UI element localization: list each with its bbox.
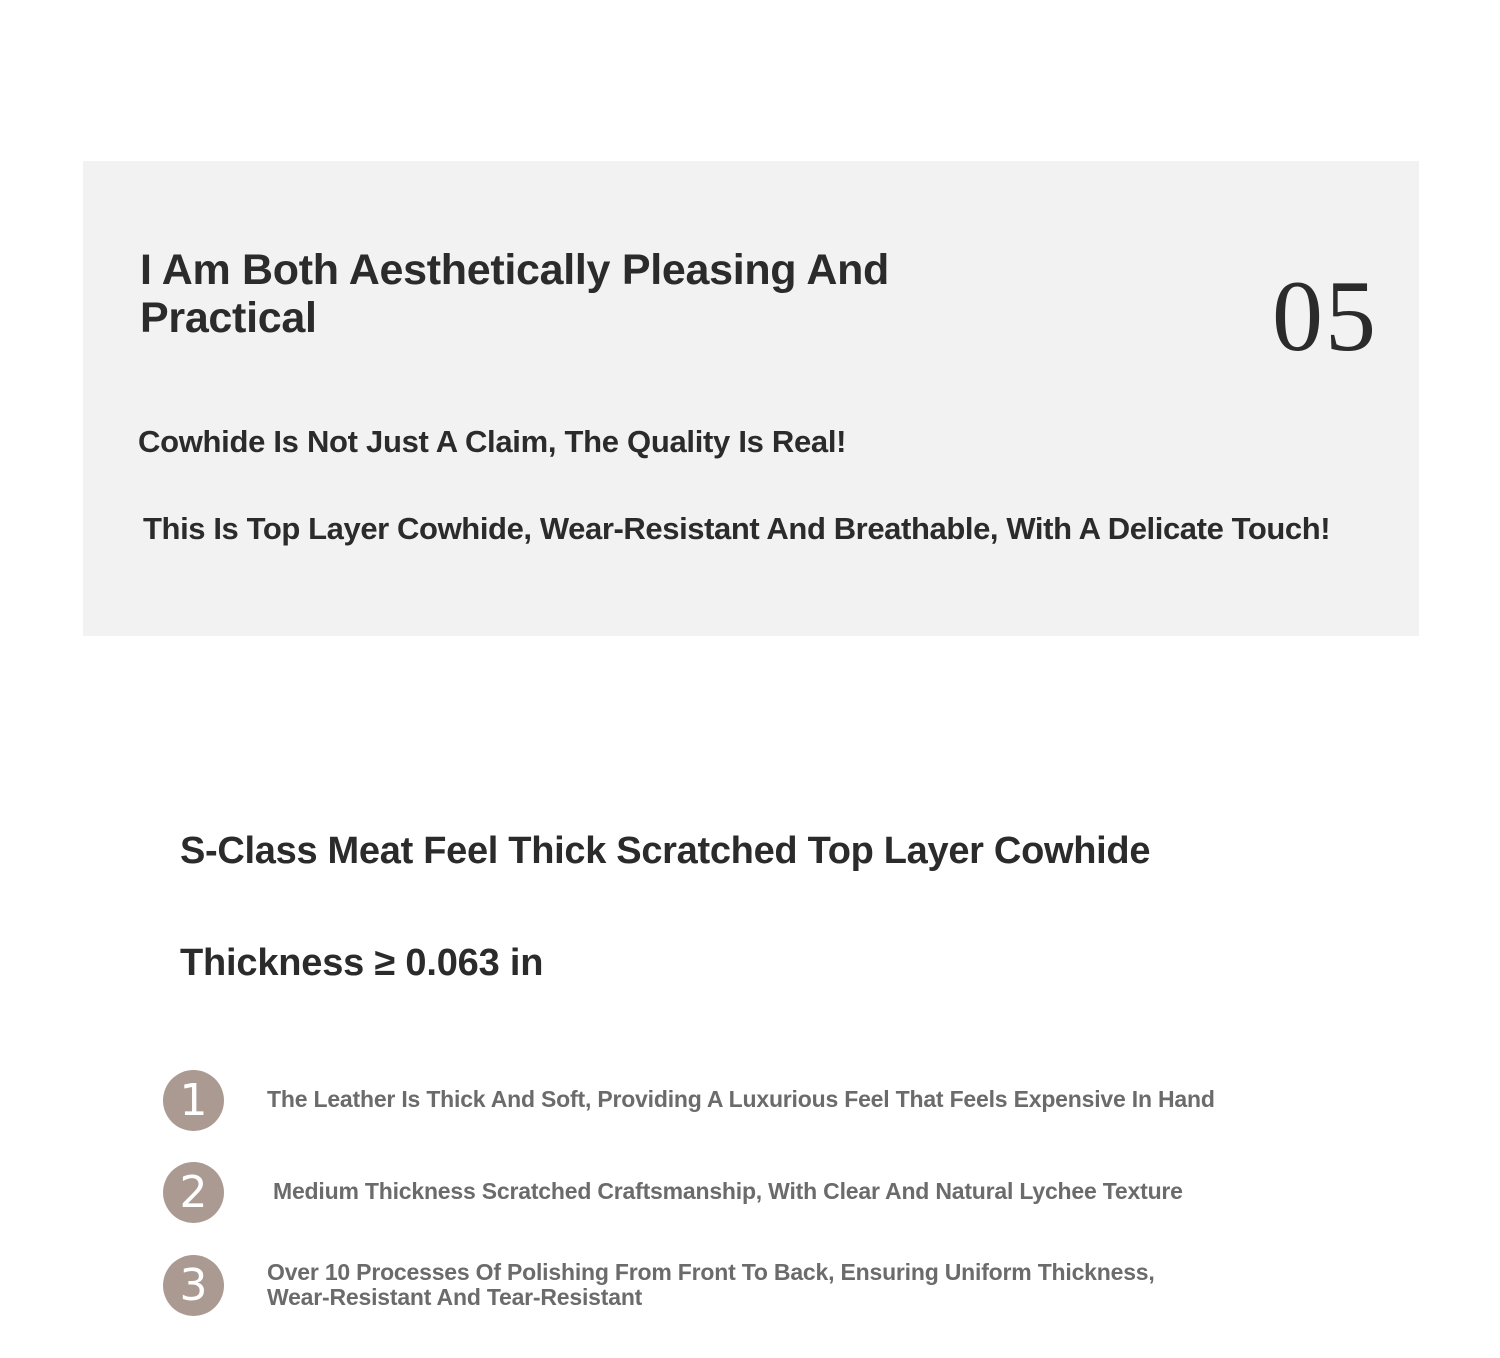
panel-description: This Is Top Layer Cowhide, Wear-Resistant And Breathable, With A Delicate Touch! [143, 511, 1331, 546]
section-number: 05 [1272, 260, 1378, 373]
thickness-spec: Thickness ≥ 0.063 in [180, 942, 544, 984]
panel-title: I Am Both Aesthetically Pleasing And Practical [140, 246, 890, 342]
leather-spec-title: S-Class Meat Feel Thick Scratched Top Layer Cowhide [180, 830, 1151, 872]
number-badge: 3 [163, 1255, 224, 1316]
intro-panel [83, 161, 1419, 636]
feature-item [163, 1070, 1363, 1132]
panel-subtitle: Cowhide Is Not Just A Claim, The Quality Is Real! [138, 424, 847, 459]
number-badge: 1 [163, 1070, 224, 1131]
feature-item [163, 1255, 1363, 1317]
feature-item [163, 1162, 1363, 1224]
feature-text: Medium Thickness Scratched Craftsmanship, With Clear And Natural Lychee Texture [273, 1178, 1183, 1204]
feature-text: The Leather Is Thick And Soft, Providing A Luxurious Feel That Feels Expensive In Hand [267, 1086, 1215, 1112]
number-badge: 2 [163, 1162, 224, 1223]
feature-text: Over 10 Processes Of Polishing From Front To Back, Ensuring Uniform Thickness, Wear-Resistant And Tear-Resistant [267, 1259, 1155, 1310]
